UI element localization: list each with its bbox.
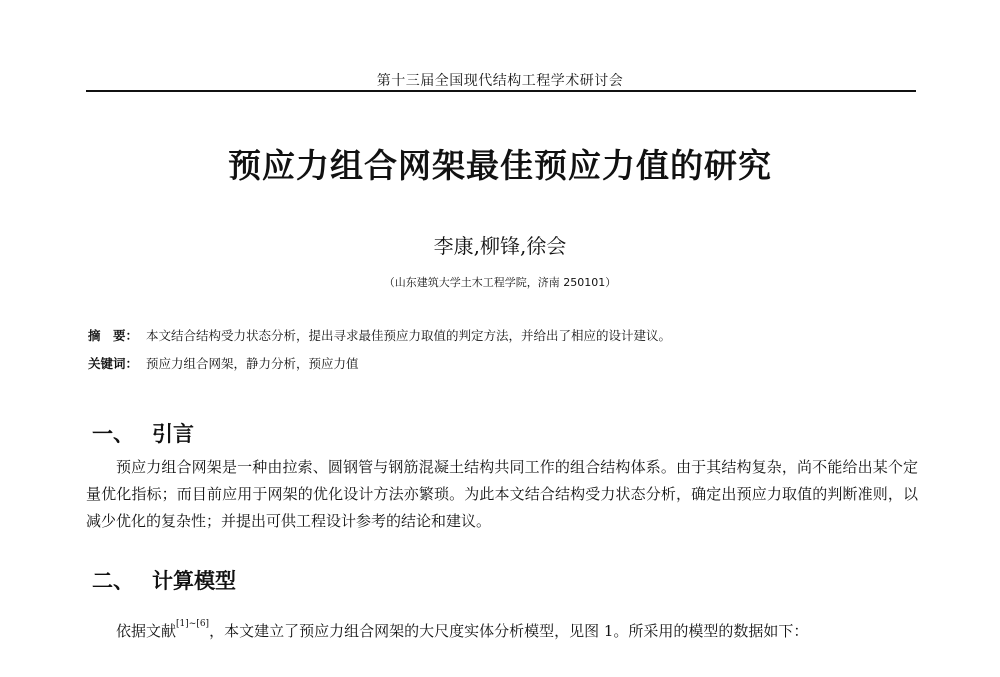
abstract-label: 摘 要：: [88, 328, 139, 343]
section-title: 引言: [152, 422, 194, 446]
section-heading-introduction: [92, 418, 194, 448]
citation-reference[interactable]: [1]~[6]: [176, 619, 210, 629]
section-paragraph-introduction: 预应力组合网架是一种由拉索、圆钢管与钢筋混凝土结构共同工作的组合结构体系。由于其结构复杂，尚不能给出某个定量优化指标；而目前应用于网架的优化设计方法亦繁琐。为此本文结合结构受力状态分析，确定出预应力取值的判断准则，以减少优化的复杂性；并提出可供工程设计参考的结论和建议。: [86, 458, 918, 530]
section-number: 一、: [92, 422, 134, 446]
abstract: [88, 326, 918, 344]
section-number: 二、: [92, 569, 134, 593]
keywords-label: 关键词：: [88, 356, 139, 371]
paper-title: 预应力组合网架最佳预应力值的研究: [228, 146, 772, 185]
paragraph-text: ，本文建立了预应力组合网架的大尺度实体分析模型，见图 1。所采用的模型的数据如下：: [209, 622, 809, 640]
paper-affiliation: （山东建筑大学土木工程学院，济南 250101）: [383, 276, 617, 289]
paragraph-text: 依据文献: [116, 622, 177, 640]
section-paragraph-model: [86, 618, 918, 645]
section-heading-model: [92, 565, 236, 595]
abstract-text: 本文结合结构受力状态分析，提出寻求最佳预应力取值的判定方法，并给出了相应的设计建议。: [146, 328, 672, 343]
paper-authors: 李康,柳锋,徐会: [433, 234, 567, 258]
section-title: 计算模型: [152, 569, 236, 593]
keywords-text: 预应力组合网架，静力分析，预应力值: [146, 356, 359, 371]
header-rule: [86, 90, 916, 92]
conference-header: 第十三届全国现代结构工程学术研讨会: [376, 73, 624, 89]
keywords: [88, 354, 918, 372]
